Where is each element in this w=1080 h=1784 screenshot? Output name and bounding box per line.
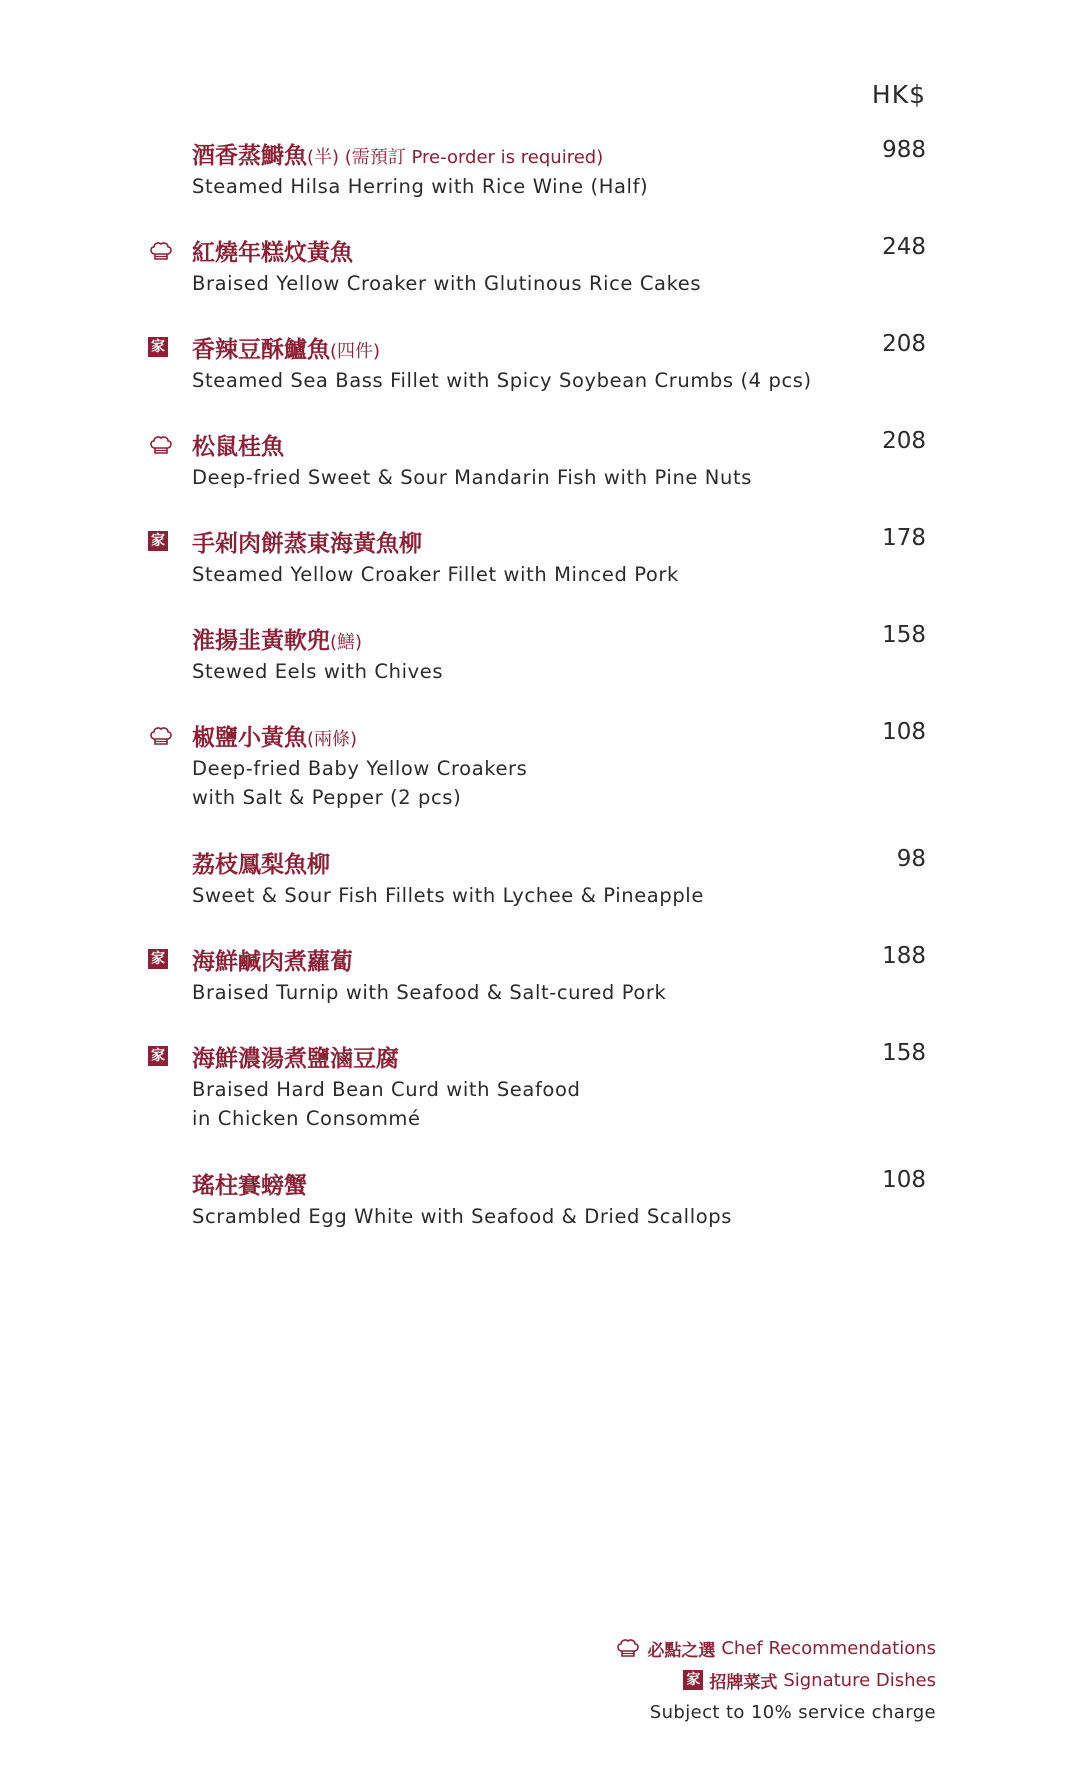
legend-signature-zh: 招牌菜式 [709,1672,778,1693]
dish-name-en [192,560,679,589]
dish-name-en [192,754,527,812]
menu-item [0,428,1080,525]
menu-item [0,1040,1080,1167]
menu-item [0,1167,1080,1264]
menu-item [0,525,1080,622]
currency-header: HK$ [871,80,926,109]
legend-chef-zh: 必點之選 [647,1640,716,1661]
dish-name-zh [192,846,330,879]
dish-name-en [192,463,752,492]
dish-price: 208 [882,331,926,357]
legend [615,1632,936,1728]
dish-name-zh [192,1167,307,1200]
dish-name-en-line: with Salt & Pepper (2 pcs) [192,786,462,809]
dish-note: (鱔) [330,632,363,653]
dish-name-en-line: Steamed Sea Bass Fillet with Spicy Soybean Crumbs (4 pcs) [192,369,812,392]
dish-name-en-line: Steamed Hilsa Herring with Rice Wine (Half) [192,175,649,198]
dish-name-zh-text: 淮揚韭黃軟兜 [192,628,330,654]
dish-price: 108 [882,1167,926,1193]
signature-badge-icon [148,335,174,361]
signature-badge-icon: 家 [683,1670,703,1690]
legend-chef [615,1632,936,1664]
dish-price: 98 [896,846,926,872]
dish-name-zh [192,525,422,558]
dish-name-en-line: Braised Yellow Croaker with Glutinous Rice Cakes [192,272,702,295]
dish-name-zh [192,719,357,752]
dish-name-en-line: in Chicken Consommé [192,1107,421,1130]
dish-name-zh [192,943,353,976]
signature-badge-icon [148,947,174,973]
signature-badge-glyph: 家 [148,337,168,357]
dish-price: 248 [882,234,926,260]
dish-name-zh [192,234,353,267]
dish-name-zh-text: 荔枝鳳梨魚柳 [192,852,330,878]
dish-name-en-line: Steamed Yellow Croaker Fillet with Minced Pork [192,563,679,586]
dish-note: (兩條) [307,729,358,750]
menu-item [0,846,1080,943]
menu-list [0,137,1080,1264]
dish-price: 108 [882,719,926,745]
dish-note: (半) (需預訂 Pre-order is required) [307,147,604,168]
dish-price: 158 [882,622,926,648]
legend-signature-en: Signature Dishes [783,1669,936,1691]
dish-name-zh [192,331,380,364]
dish-price: 188 [882,943,926,969]
dish-price: 158 [882,1040,926,1066]
dish-name-zh-text: 松鼠桂魚 [192,434,284,460]
dish-name-en-line: Deep-fried Baby Yellow Croakers [192,757,528,780]
dish-name-en [192,1075,580,1133]
menu-item [0,331,1080,428]
dish-price: 178 [882,525,926,551]
dish-name-en [192,657,443,686]
dish-name-zh [192,622,362,655]
dish-name-en [192,1202,732,1231]
chef-hat-icon [615,1635,641,1661]
dish-name-en-line: Sweet & Sour Fish Fillets with Lychee & Pineapple [192,884,704,907]
dish-name-zh-text: 手剁肉餅蒸東海黃魚柳 [192,531,422,557]
signature-badge-glyph: 家 [148,531,168,551]
dish-name-en [192,172,648,201]
legend-chef-en: Chef Recommendations [721,1637,936,1659]
signature-badge-glyph: 家 [148,949,168,969]
dish-name-zh-text: 瑤柱賽螃蟹 [192,1173,307,1199]
dish-name-zh-text: 海鮮鹹肉煮蘿蔔 [192,949,353,975]
menu-item [0,137,1080,234]
dish-name-en [192,881,704,910]
dish-name-zh-text: 紅燒年糕炆黃魚 [192,240,353,266]
menu-item [0,719,1080,846]
menu-item [0,622,1080,719]
dish-name-zh-text: 酒香蒸鰣魚 [192,143,307,169]
signature-badge-glyph: 家 [148,1046,168,1066]
dish-name-en-line: Scrambled Egg White with Seafood & Dried Scallops [192,1205,732,1228]
legend-signature [615,1664,936,1696]
dish-name-zh [192,1040,399,1073]
menu-item [0,943,1080,1040]
dish-name-en [192,978,666,1007]
dish-name-en [192,269,701,298]
signature-badge-icon [148,529,174,555]
service-charge-note: Subject to 10% service charge [649,1701,936,1723]
dish-note: (四件) [330,341,381,362]
dish-name-zh [192,137,603,170]
chef-hat-icon [148,432,174,458]
chef-hat-icon [148,723,174,749]
dish-name-en-line: Deep-fried Sweet & Sour Mandarin Fish with Pine Nuts [192,466,752,489]
dish-name-en-line: Stewed Eels with Chives [192,660,444,683]
dish-price: 988 [882,137,926,163]
dish-name-en-line: Braised Turnip with Seafood & Salt-cured Pork [192,981,667,1004]
dish-name-zh-text: 椒鹽小黃魚 [192,725,307,751]
dish-name-zh-text: 海鮮濃湯煮鹽滷豆腐 [192,1046,399,1072]
dish-name-zh [192,428,284,461]
dish-name-en [192,366,812,395]
menu-item [0,234,1080,331]
signature-badge-icon [148,1044,174,1070]
dish-name-en-line: Braised Hard Bean Curd with Seafood [192,1078,581,1101]
chef-hat-icon [148,238,174,264]
dish-price: 208 [882,428,926,454]
dish-name-zh-text: 香辣豆酥鱸魚 [192,337,330,363]
